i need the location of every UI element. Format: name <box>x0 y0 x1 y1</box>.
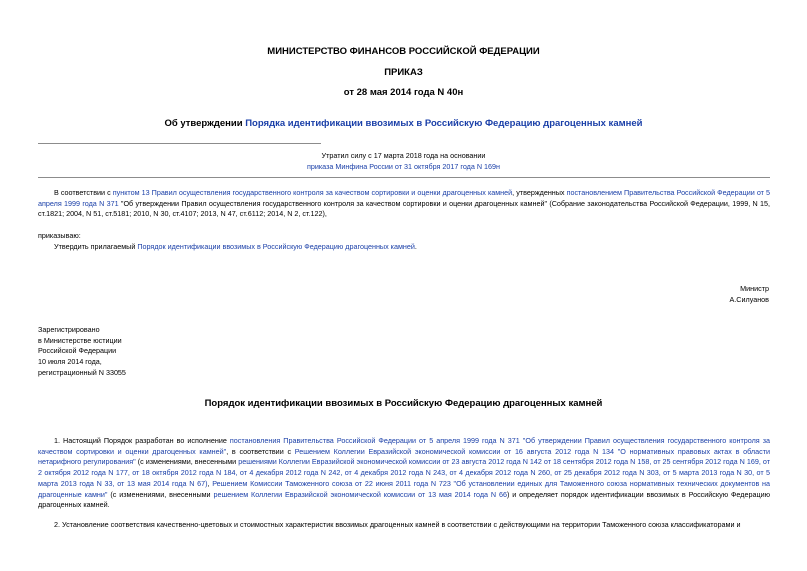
item1-text: драгоценных камней. <box>38 500 110 510</box>
procedure-title: Порядок идентификации ввозимых в Российскую Федерацию драгоценных камней <box>204 398 603 409</box>
procedure-link[interactable]: Порядок идентификации ввозимых в Российскую Федерацию драгоценных камней <box>137 242 415 251</box>
government-decree-link[interactable]: постановлением Правительства Российской Федерации от 5 апреля 1999 года N 371 <box>38 188 770 208</box>
divider-long <box>38 177 770 178</box>
document-title <box>0 118 807 129</box>
eec-amendments-link-cont[interactable]: от 2 октября 2012 года N 177, от 18 октября 2012 года N 184, от 4 декабря 2012 года N 242, от 4 декабря 2012 года N 243, от 4 декабря 2012 года N 260, от 25 декабря 2012 года N 303, от 5 марта 2013 года N 30, от <box>38 457 770 478</box>
preamble-text-1: В соответствии с <box>54 188 113 197</box>
registration-block <box>38 325 238 379</box>
item1-text: (с изменениями, внесенными <box>107 489 214 499</box>
registration-line: Российской Федерации <box>38 346 117 356</box>
repeal-line: Утратил силу с 17 марта 2018 года на основании <box>321 151 486 160</box>
decree-371-link[interactable]: постановления Правительства Российской Федерации от 5 апреля 1999 года N 371 "Об утверждении Правил осуществления государственного контроля за <box>229 436 770 445</box>
item1-text: 1. Настоящий Порядок разработан во исполнение <box>54 436 230 445</box>
preamble-text-2: , утвержденных <box>512 188 567 197</box>
eec-amendments-link[interactable]: решениями Коллегии Евразийской экономической комиссии от 23 августа 2012 года N 142 от 18 сентября 2012 года N 158, от 25 сентября 2012 года N 169, <box>238 457 761 467</box>
approve-suffix: . <box>414 242 417 251</box>
title-prefix: Об утверждении <box>164 118 246 129</box>
decree-371-link-cont[interactable]: качеством сортировки и оценки драгоценных камней" <box>38 446 227 456</box>
eec-amendments-link-end[interactable]: 5 марта 2013 года N 33, от 13 мая 2014 года N 67) <box>38 468 770 488</box>
ctu-decision-723-link-cont[interactable]: драгоценные камни" <box>38 489 108 499</box>
preamble-paragraph <box>38 188 770 220</box>
orders-word: приказываю: <box>38 231 81 240</box>
item-2-paragraph: 2. Установление соответствия качественно-цветовых и стоимостных характеристик ввозимых драгоценных камней в соответствии с действующими на территории Таможенного союза классификаторами и <box>54 520 741 529</box>
item1-text: , в соответствии с <box>226 446 295 456</box>
item1-text: , <box>207 478 213 488</box>
signature-name: А.Силуанов <box>729 295 769 304</box>
order-heading: ПРИКАЗ <box>384 67 423 78</box>
eec-decision-134-link-cont[interactable]: нетарифного регулирования" <box>38 457 136 467</box>
eec-decision-134-link[interactable]: Решением Коллегии Евразийской экономической комиссии от 16 августа 2012 года N 134 "О нормативных правовых актах в области <box>294 446 770 456</box>
approve-paragraph <box>54 242 770 253</box>
item1-text: (с изменениями, внесенными <box>135 457 239 467</box>
divider-short <box>38 143 321 144</box>
order-date: от 28 мая 2014 года N 40н <box>343 87 464 98</box>
registration-line: в Министерстве юстиции <box>38 335 122 345</box>
ministry-heading: МИНИСТЕРСТВО ФИНАНСОВ РОССИЙСКОЙ ФЕДЕРАЦИИ <box>267 46 540 57</box>
title-link[interactable]: Порядка идентификации ввозимых в Российскую Федерацию драгоценных камней <box>245 118 643 129</box>
rules-link[interactable]: пунктом 13 Правил осуществления государственного контроля за качеством сортировки и оценки драгоценных камней <box>112 188 513 197</box>
registration-line: регистрационный N 33055 <box>38 367 126 377</box>
repeal-order-link[interactable]: приказа Минфина России от 31 октября 2017 года N 169н <box>306 162 501 171</box>
signature-position: Министр <box>740 284 769 293</box>
repeal-link-row <box>0 162 807 173</box>
item-1-paragraph <box>38 436 770 511</box>
eec-decision-66-link[interactable]: решением Коллегии Евразийской экономической комиссии от 13 мая 2014 года N 66 <box>213 489 507 499</box>
ctu-decision-723-link[interactable]: Решением Комиссии Таможенного союза от 22 июня 2011 года N 723 "Об установлении единых для Таможенного союза нормативных технических документов на <box>212 478 770 488</box>
approve-prefix: Утвердить прилагаемый <box>54 242 138 251</box>
item1-text: ) и определяет порядок идентификации ввозимых в Российскую Федерацию <box>507 489 770 499</box>
registration-line: Зарегистрировано <box>38 325 100 334</box>
preamble-text-3: "Об утверждении Правил осуществления государственного контроля за качеством сортировки и оценки драгоценных камней" (Собрание законодательства Российской Федерации, 1999, N 15, ст.1821; 2004, N 51, ст.5181; 2010, N 30, ст.4107; 2013, N 47, ст.6112; 2014, N 2, ст.122), <box>38 198 770 219</box>
registration-line: 10 июля 2014 года, <box>38 357 102 367</box>
